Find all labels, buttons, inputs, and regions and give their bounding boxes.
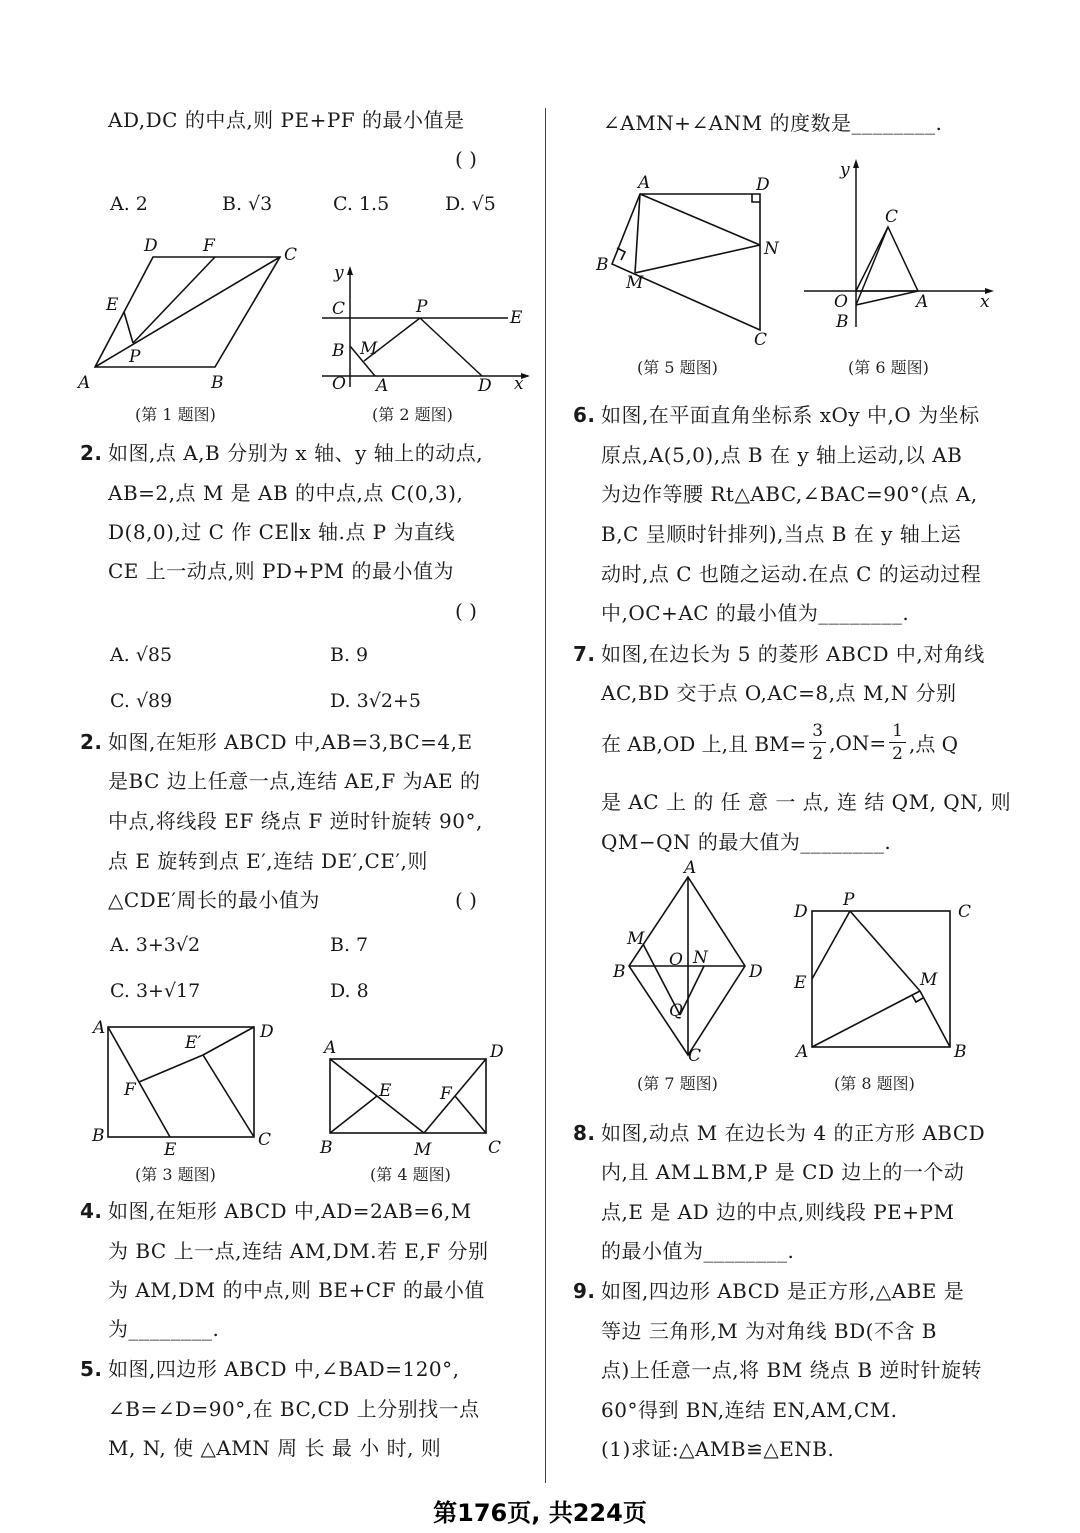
fig8-label-A: A [796,1042,809,1062]
fig7-label-N: N [693,948,708,968]
q2-option-d: D. 3√2+5 [330,690,421,712]
q3-option-b: B. 7 [330,934,369,956]
fig6-label-x: x [980,292,990,312]
q6-line-4: B,C 呈顺时针排列),当点 B 在 y 轴上运 [601,522,962,546]
fig7-label-Q: Q [669,1001,683,1021]
fig1-label-E: E [106,295,119,315]
fig2-label-C: C [332,299,346,319]
q3-line-5: △CDE′周长的最小值为 [108,888,320,912]
q7-line-4: QM−QN 的最大值为________. [601,830,892,854]
q9-line-3: 点)上任意一点,将 BM 绕点 B 逆时针旋转 [601,1358,982,1382]
fig6-label-O: O [834,292,848,312]
q1-option-a: A. 2 [110,193,148,215]
q5-line-3: M, N, 使 △AMN 周 长 最 小 时, 则 [108,1436,442,1460]
fig2-label-y: y [334,263,344,283]
q6-line-6: 中,OC+AC 的最小值为________. [601,601,910,625]
fig8-caption: (第 8 题图) [834,1074,915,1093]
fig8-label-P: P [843,890,855,910]
fig1-label-A: A [78,373,91,393]
figure-6 [800,155,1000,340]
fig7-label-O: O [669,950,683,970]
fig2-label-B: B [332,341,345,361]
q3-line-4: 点 E 旋转到点 E′,连结 DE′,CE′,则 [108,849,428,873]
fig5-label-M: M [626,273,644,293]
q7-number: 7. [573,642,596,666]
q2-number: 2. [80,441,103,465]
fig6-label-B: B [836,312,849,332]
q7-frac-prefix: 在 AB,OD 上,且 BM= [601,732,807,756]
fig3-label-A: A [93,1018,106,1038]
fig3-label-F: F [124,1080,136,1100]
q1-option-c: C. 1.5 [333,193,390,215]
q4-line-3: 为 AM,DM 的中点,则 BE+CF 的最小值 [108,1278,485,1302]
q8-line-3: 点,E 是 AD 边的中点,则线段 PE+PM [601,1200,955,1224]
q2-line-2: AB=2,点 M 是 AB 的中点,点 C(0,3), [108,481,464,505]
fig7-label-A: A [684,858,697,878]
fig2-label-O: O [332,374,346,394]
column-divider [545,108,546,1483]
fig5-label-C: C [754,330,768,350]
q9-line-1: 如图,四边形 ABCD 是正方形,△ABE 是 [601,1279,965,1303]
figure-5 [590,170,790,355]
fig1-label-B: B [211,373,224,393]
q7-frac2-den: 2 [892,744,903,764]
q2-answer-paren: ( ) [455,599,477,623]
fig8-label-B: B [954,1042,967,1062]
q5-tail-line: ∠AMN+∠ANM 的度数是________. [603,111,943,135]
fig8-label-C: C [958,902,972,922]
q5-number: 5. [80,1357,103,1381]
q7-frac1-den: 2 [812,744,824,764]
fig3-label-C: C [258,1130,272,1150]
q6-line-2: 原点,A(5,0),点 B 在 y 轴上运动,以 AB [601,443,963,467]
q1-tail-line: AD,DC 的中点,则 PE+PF 的最小值是 [108,108,465,132]
q3-option-c: C. 3+√17 [110,980,201,1002]
q1-answer-paren: ( ) [455,147,477,171]
q7-line-1: 如图,在边长为 5 的菱形 ABCD 中,对角线 [601,642,985,666]
figure-1 [70,230,310,400]
q4-line-1: 如图,在矩形 ABCD 中,AD=2AB=6,M [108,1199,472,1223]
fig3-label-B: B [92,1126,105,1146]
q3-answer-paren: ( ) [455,888,477,912]
q6-line-3: 为边作等腰 Rt△ABC,∠BAC=90°(点 A, [601,482,978,506]
fig1-label-D: D [144,236,158,256]
fig8-label-M: M [920,970,938,990]
q7-line-2: AC,BD 交于点 O,AC=8,点 M,N 分别 [601,681,957,705]
figure-8 [790,885,990,1065]
q3-option-a: A. 3+3√2 [110,934,201,956]
fig3-caption: (第 3 题图) [135,1165,216,1184]
fig5-label-B: B [596,255,609,275]
q7-line-3: 是 AC 上 的 任 意 一 点, 连 结 QM, QN, 则 [601,790,1012,814]
fig2-label-D: D [478,376,492,396]
q7-frac-mid: ,ON= [829,730,887,755]
fig2-caption: (第 2 题图) [372,405,453,424]
page-footer: 第176页, 共224页 [433,1499,647,1527]
q8-line-2: 内,且 AM⊥BM,P 是 CD 边上的一个动 [601,1160,965,1184]
q2-option-a: A. √85 [110,644,173,666]
q7-frac-suffix: ,点 Q [908,732,959,756]
fig3-label-D: D [260,1022,274,1042]
q2-option-c: C. √89 [110,690,173,712]
fig7-label-D: D [749,962,763,982]
fig1-label-P: P [129,347,141,367]
fig1-caption: (第 1 题图) [135,405,216,424]
fig5-label-D: D [756,175,770,195]
figure-4 [318,1035,518,1160]
q5-line-1: 如图,四边形 ABCD 中,∠BAD=120°, [108,1357,460,1381]
fig4-label-D: D [490,1042,504,1062]
q8-line-1: 如图,动点 M 在边长为 4 的正方形 ABCD [601,1121,986,1145]
q6-line-1: 如图,在平面直角坐标系 xOy 中,O 为坐标 [601,403,980,427]
q6-number: 6. [573,403,596,427]
fig2-label-M: M [360,339,378,359]
fig7-label-C: C [688,1046,702,1066]
fig6-label-y: y [840,160,850,180]
q2-line-4: CE 上一动点,则 PD+PM 的最小值为 [108,559,455,583]
fig4-label-E: E [379,1081,392,1101]
q3-number: 2. [80,730,103,754]
q3-line-3: 中点,将线段 EF 绕点 F 逆时针旋转 90°, [108,809,483,833]
figure-7 [605,858,770,1070]
fig5-caption: (第 5 题图) [637,358,718,377]
q5-line-2: ∠B=∠D=90°,在 BC,CD 上分别找一点 [108,1397,480,1421]
q8-number: 8. [573,1121,596,1145]
q9-number: 9. [573,1279,596,1303]
figure-2 [320,262,530,397]
q4-line-2: 为 BC 上一点,连结 AM,DM.若 E,F 分别 [108,1239,489,1263]
fig7-caption: (第 7 题图) [637,1074,718,1093]
fig2-label-x: x [514,374,524,394]
q9-line-2: 等边 三角形,M 为对角线 BD(不含 B [601,1319,937,1343]
figure-3 [88,1015,288,1160]
fig4-label-M: M [414,1140,432,1160]
fig6-caption: (第 6 题图) [848,358,929,377]
q8-line-4: 的最小值为________. [601,1239,795,1263]
fig3-label-E: E [164,1140,177,1160]
fig5-label-A: A [638,173,651,193]
q6-line-5: 动时,点 C 也随之运动.在点 C 的运动过程 [601,562,982,586]
q4-line-4: 为________. [108,1317,220,1341]
fig8-label-D: D [794,902,808,922]
q7-fraction-on [889,720,906,765]
fig7-label-M: M [627,929,645,949]
q3-line-1: 如图,在矩形 ABCD 中,AB=3,BC=4,E [108,730,473,754]
fig5-label-N: N [764,239,779,259]
fig1-label-F: F [203,236,215,256]
fig4-label-C: C [488,1138,502,1158]
q3-line-2: 是BC 边上任意一点,连结 AE,F 为AE 的 [108,769,481,793]
fig2-label-P: P [416,297,428,317]
q1-option-d: D. √5 [445,193,496,215]
q9-line-4: 60°得到 BN,连结 EN,AM,CM. [601,1398,898,1422]
fig4-label-F: F [440,1084,452,1104]
fig4-caption: (第 4 题图) [370,1165,451,1184]
fig7-label-B: B [613,962,626,982]
q7-frac2-num: 1 [889,720,906,743]
q2-option-b: B. 9 [330,644,369,666]
fig8-label-E: E [794,973,807,993]
fig4-label-A: A [324,1038,337,1058]
fig6-label-A: A [916,292,929,312]
fig1-label-C: C [284,245,298,265]
fig2-label-E: E [510,308,523,328]
q2-line-3: D(8,0),过 C 作 CE∥x 轴.点 P 为直线 [108,520,455,544]
q2-line-1: 如图,点 A,B 分别为 x 轴、y 轴上的动点, [108,441,484,465]
q7-fraction-line [601,720,958,765]
fig2-label-A: A [376,376,389,396]
q1-option-b: B. √3 [222,193,273,215]
fig3-label-E-prime: E′ [185,1033,202,1053]
fig6-label-C: C [885,207,899,227]
q9-line-5: (1)求证:△AMB≌△ENB. [601,1437,835,1461]
q3-option-d: D. 8 [330,980,369,1002]
fig4-label-B: B [320,1138,333,1158]
q7-frac1-num: 3 [809,720,826,743]
q7-fraction-bm [809,720,826,765]
q4-number: 4. [80,1199,103,1223]
